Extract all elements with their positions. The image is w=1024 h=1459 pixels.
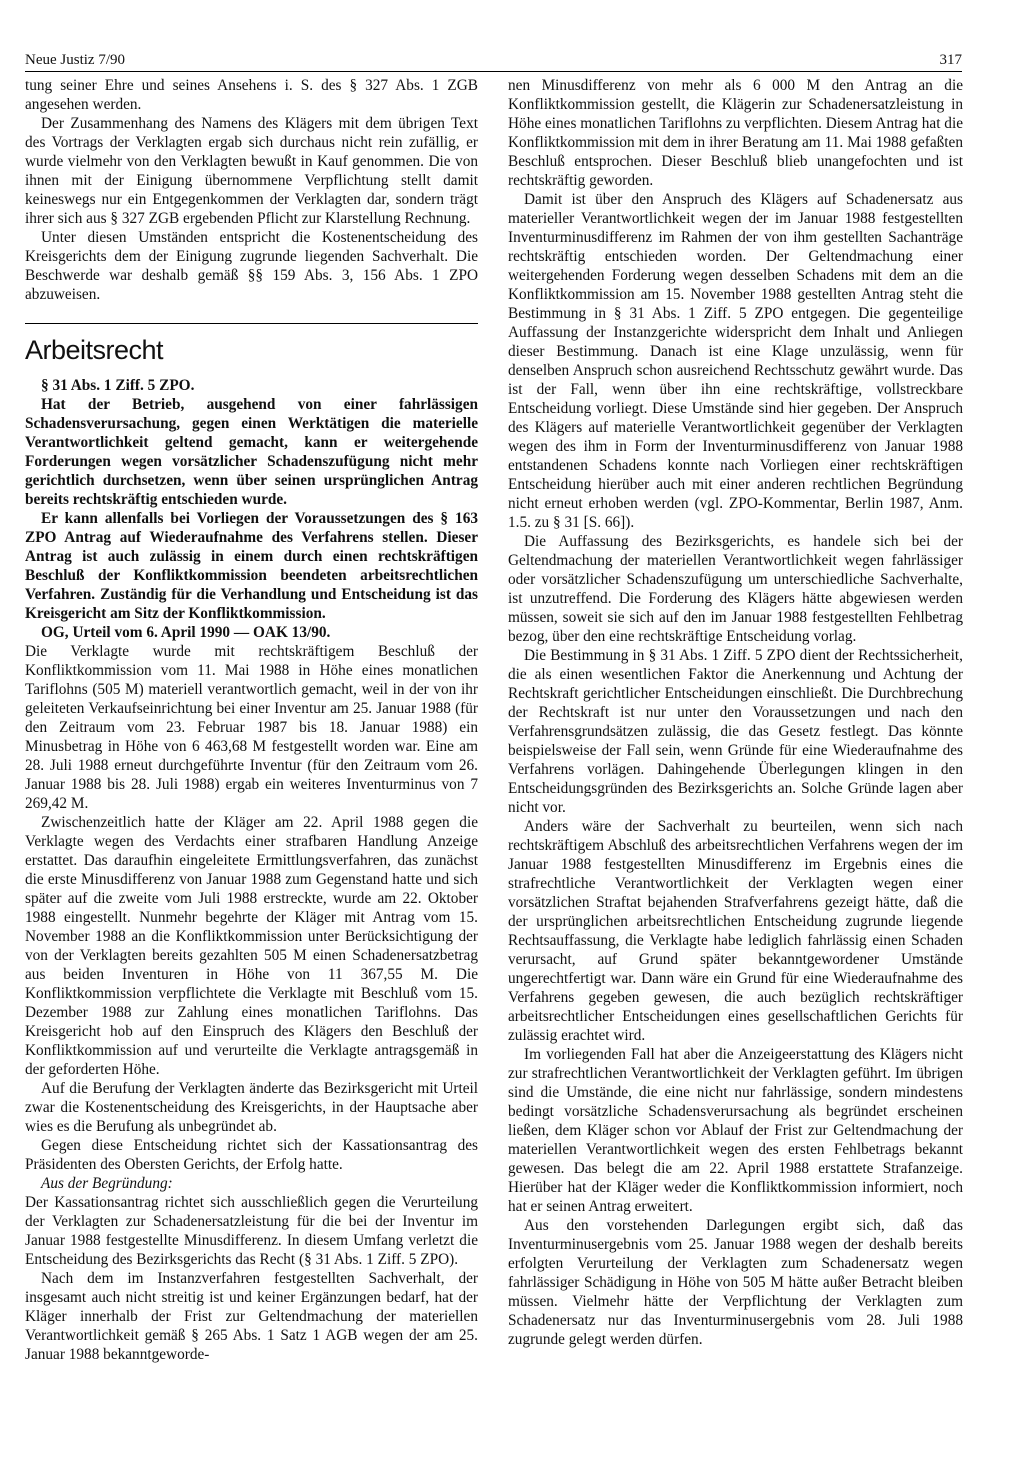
paragraph: tung seiner Ehre und seines Ansehens i. S. des § 327 Abs. 1 ZGB angesehen werden.	[25, 77, 478, 113]
left-column	[25, 76, 478, 1364]
header-rule	[25, 71, 962, 72]
paragraph: Damit ist über den Anspruch des Klägers auf Schadenersatz aus materieller Verantwortlichkeit wegen der im Januar 1988 festgestellten Inventurminusdifferenz im Rahmen der von ihm gestellten Sachanträge rechtskräftig entschieden worden. Der Geltendmachung einer weitergehenden Forderung wegen desselben Schadens mit dem an die Konfliktkommission am 15. November 1988 gestellten Antrag steht die Bestimmung in § 31 Abs. 1 Ziff. 5 ZPO entgegen. Die gegenteilige Auffassung der Instanzgerichte widerspricht dem Inhalt und Anliegen dieser Bestimmung. Danach ist eine Klage unzulässig, wenn für denselben Anspruch schon ausreichend Rechtsschutz gewährt wurde. Das ist der Fall, wenn über ihn eine rechtskräftige, vollstreckbare Entscheidung vorliegt. Diese Umstände sind hier gegeben. Der Anspruch des Klägers auf materielle Verantwortlichkeit gegenüber der Verklagten wegen des ihm in Form der Inventurminusdifferenz von Januar 1988 entstandenen Schadens konnte nach Vorliegen einer rechtskräftigen Entscheidung hierüber auch mit einer anderen rechtlichen Begründung nicht erneut erhoben werden (vgl. ZPO-Kommentar, Berlin 1987, Anm. 1.5. zu § 31 [S. 66]).	[508, 191, 963, 531]
journal-header: Neue Justiz 7/90	[25, 52, 125, 68]
paragraph: Die Auffassung des Bezirksgerichts, es handele sich bei der Geltendmachung der materiellen Verantwortlichkeit wegen fahrlässiger oder vorsätzlicher Schadenszufügung um unterschiedliche Sachverhalte, ist unzutreffend. Die Forderung des Klägers hätte abgewiesen werden müssen, soweit sie sich auf den im Januar 1988 festgestellten Fehlbetrag bezog, über den eine rechtskräftige Entscheidung vorlag.	[508, 533, 963, 645]
paragraph: Anders wäre der Sachverhalt zu beurteilen, wenn sich nach rechtskräftigem Abschluß des arbeitsrechtlichen Verfahrens wegen der im Januar 1988 festgestellten Minusdifferenz im Ergebnis eines die strafrechtliche Verantwortlichkeit der Verklagten wegen einer vorsätzlichen Straftat bejahenden Strafverfahrens gezeigt hätte, daß die der ursprünglichen arbeitsrechtlichen Entscheidung zugrunde liegende Rechtsauffassung, die Verklagte habe lediglich fahrlässig einen Schaden verursacht, auf Grund später bekanntgewordener Umstände ungerechtfertigt war. Dann wäre ein Grund für eine Wiederaufnahme des Verfahrens gegeben gewesen, die auch bezüglich rechtskräftiger arbeitsrechtlicher Entscheidungen eines gesellschaftlichen Gerichts für zulässig erachtet wird.	[508, 818, 963, 1044]
section-title: Arbeitsrecht	[25, 335, 164, 365]
paragraph: Die Bestimmung in § 31 Abs. 1 Ziff. 5 ZPO dient der Rechtssicherheit, die als einen wesentlichen Faktor die Anerkennung und Achtung der Rechtskraft gerichtlicher Entscheidungen einschließt. Die Durchbrechung der Rechtskraft ist nur unter den Voraussetzungen und nach den Verfahrensgrundsätzen zulässig, die das Gesetz festlegt. Das könnte beispielsweise der Fall sein, wenn Gründe für eine Wiederaufnahme des Verfahrens vorlägen. Dahingehende Überlegungen klingen in den Entscheidungsgründen des Bezirksgerichts an. Solche Gründe lagen aber nicht vor.	[508, 647, 963, 816]
paragraph: Auf die Berufung der Verklagten änderte das Bezirksgericht mit Urteil zwar die Kostenentscheidung des Kreisgerichts, in der Hauptsache aber wies es die Berufung als unbegründet ab.	[25, 1080, 478, 1135]
right-column	[508, 76, 963, 1349]
paragraph: Gegen diese Entscheidung richtet sich der Kassationsantrag des Präsidenten des Obersten Gerichts, der Erfolg hatte.	[25, 1137, 478, 1173]
paragraph: Im vorliegenden Fall hat aber die Anzeigeerstattung des Klägers nicht zur strafrechtlichen Verantwortlichkeit der Verklagten geführt. Im übrigen sind die Umstände, die eine nicht nur fahrlässige, sondern mindestens bedingt vorsätzliche Schadensverursachung als begründet erscheinen ließen, dem Kläger schon vor Ablauf der Frist zur Geltendmachung der materiellen Verantwortlichkeit wegen des ersten Fehlbetrags bekannt gewesen. Das belegt die am 22. April 1988 erstattete Strafanzeige. Hierüber hat der Kläger weder die Konfliktkommission informiert, noch hat er seinen Antrag erweitert.	[508, 1046, 963, 1215]
paragraph: Nach dem im Instanzverfahren festgestellten Sachverhalt, der insgesamt auch nicht streitig ist und keiner Ergänzungen bedarf, hat der Kläger innerhalb der Frist zur Geltendmachung der materiellen Verantwortlichkeit gemäß § 265 Abs. 1 Satz 1 AGB wegen der am 25. Januar 1988 bekanntgeworde-	[25, 1270, 478, 1363]
norm-reference: § 31 Abs. 1 Ziff. 5 ZPO.	[41, 377, 195, 394]
reasons-heading: Aus der Begründung:	[41, 1175, 173, 1192]
paragraph: Die Verklagte wurde mit rechtskräftigem Beschluß der Konfliktkommission vom 11. Mai 1988 in Höhe eines monatlichen Tariflohns (505 M) materiell verantwortlich gemacht, weil in der von ihr geleiteten Verkaufseinrichtung bei einer Inventur am 25. Januar 1988 (für den Zeitraum vom 23. Februar 1987 bis 18. Januar 1988) ein Minusbetrag in Höhe von 6 463,68 M festgestellt worden war. Eine am 28. Juli 1988 erneut durchgeführte Inventur (für den Zeitraum vom 26. Januar 1988 bis 28. Juli 1988) ergab ein weiteres Inventurminus von 7 269,42 M.	[25, 643, 478, 812]
section-divider	[25, 323, 478, 324]
paragraph: Zwischenzeitlich hatte der Kläger am 22. April 1988 gegen die Verklagte wegen des Verdachts einer strafbaren Handlung Anzeige erstattet. Das daraufhin eingeleitete Ermittlungsverfahren, das zunächst die erste Minusdifferenz von Januar 1988 zum Gegenstand hatte und sich später auf die zweite vom Juli 1988 erstreckte, wurde am 22. Oktober 1988 eingestellt. Nunmehr begehrte der Kläger mit Antrag vom 15. November 1988 an die Konfliktkommission unter Berücksichtigung der von der Verklagten bereits gezahlten 505 M einen Schadenersatzbetrag aus beiden Inventuren in Höhe von 11 367,55 M. Die Konfliktkommission verpflichtete die Verklagte mit Beschluß vom 15. Dezember 1988 zur Zahlung eines monatlichen Tariflohns. Das Kreisgericht hob auf den Einspruch des Klägers den Beschluß der Konfliktkommission auf und verurteilte die Verklagte antragsgemäß in der geforderten Höhe.	[25, 814, 478, 1078]
page-number: 317	[939, 52, 962, 68]
headnote: Er kann allenfalls bei Vorliegen der Voraussetzungen des § 163 ZPO Antrag auf Wiederaufnahme des Verfahrens stellen. Dieser Antrag ist auch zulässig in einem durch einen rechtskräftigen Beschluß der Konfliktkommission beendeten arbeitsrechtlichen Verfahren. Zuständig für die Verhandlung und Entscheidung ist das Kreisgericht am Sitz der Konfliktkommission.	[25, 510, 478, 622]
paragraph: Aus den vorstehenden Darlegungen ergibt sich, daß das Inventurminusergebnis vom 25. Januar 1988 wegen der deshalb bereits erfolgten Verurteilung der Verklagten zum Schadenersatz wegen fahrlässiger Schädigung in Höhe von 505 M hätte außer Betracht bleiben müssen. Vielmehr hätte der Verpflichtung der Verklagten zum Schadenersatz nur das Inventurminusergebnis vom 28. Juli 1988 zugrunde gelegt werden dürfen.	[508, 1217, 963, 1348]
headnote: Hat der Betrieb, ausgehend von einer fahrlässigen Schadensverursachung, gegen einen Werktätigen die materielle Verantwortlichkeit geltend gemacht, kann er weitergehende Forderungen wegen vorsätzlicher Schadenszufügung nicht mehr gerichtlich durchsetzen, wenn über seinen ursprünglichen Antrag bereits rechtskräftig entschieden wurde.	[25, 396, 478, 508]
paragraph: Unter diesen Umständen entspricht die Kostenentscheidung des Kreisgerichts dem der Einigung zugrunde liegenden Sachverhalt. Die Beschwerde war deshalb gemäß §§ 159 Abs. 3, 156 Abs. 1 ZPO abzuweisen.	[25, 229, 478, 303]
paragraph: nen Minusdifferenz von mehr als 6 000 M den Antrag an die Konfliktkommission gestellt, die Klägerin zur Schadenersatzleistung in Höhe eines monatlichen Tariflohns zu verpflichten. Diesem Antrag hat die Konfliktkommission mit dem in ihrer Beratung am 11. Mai 1988 gefaßten Beschluß entsprochen. Dieser Beschluß blieb unangefochten und ist rechtskräftig geworden.	[508, 77, 963, 189]
paragraph: Der Kassationsantrag richtet sich ausschließlich gegen die Verurteilung der Verklagten zur Schadenersatzleistung für die bei der Inventur im Januar 1988 festgestellte Minusdifferenz. In diesem Umfang verletzt die Entscheidung des Bezirksgerichts das Recht (§ 31 Abs. 1 Ziff. 5 ZPO).	[25, 1194, 478, 1268]
paragraph: Der Zusammenhang des Namens des Klägers mit dem übrigen Text des Vortrags der Verklagten ergab sich durchaus nicht rein zufällig, er wurde vielmehr von den Verklagten bewußt in Kauf genommen. Die von ihnen mit der Einigung übernommene Verpflichtung stellt damit keineswegs nur ein Entgegenkommen der Verklagten dar, sondern trägt ihrer sich aus § 327 ZGB ergebenden Pflicht zur Klarstellung Rechnung.	[25, 115, 478, 227]
decision-source: OG, Urteil vom 6. April 1990 — OAK 13/90.	[41, 624, 331, 641]
